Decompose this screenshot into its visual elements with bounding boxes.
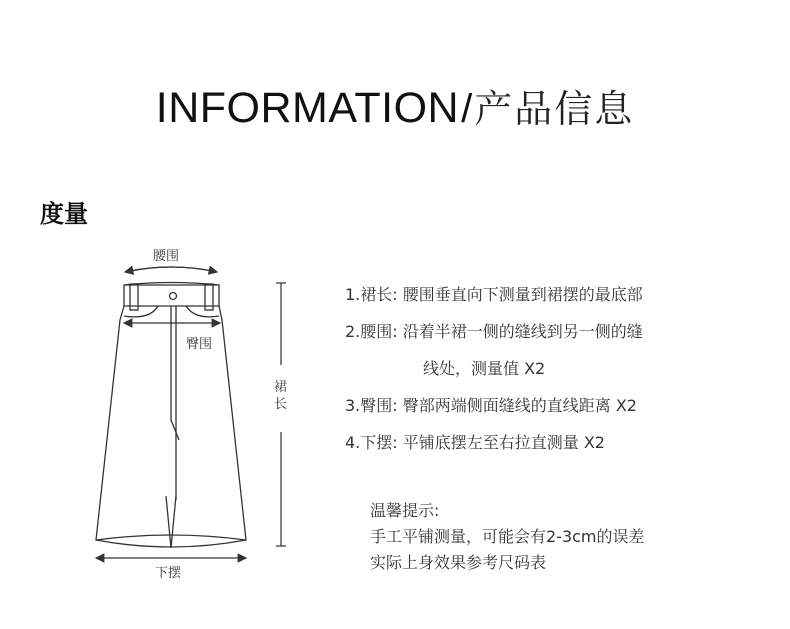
measurement-item-continued: 线处，测量值 X2 bbox=[423, 359, 546, 378]
length-label-bottom: 长 bbox=[274, 397, 288, 412]
tips-line: 手工平铺测量，可能会有2-3cm的误差 bbox=[370, 527, 645, 546]
waist-arrow-back bbox=[125, 267, 217, 272]
title-english: INFORMATION bbox=[155, 84, 460, 132]
tips-line: 实际上身效果参考尺码表 bbox=[370, 553, 547, 572]
measurement-item: 1.裙长: 腰围垂直向下测量到裙摆的最底部 bbox=[345, 285, 643, 304]
tips-title: 温馨提示: bbox=[370, 501, 440, 520]
title-separator: / bbox=[461, 87, 473, 131]
title-chinese: 产品信息 bbox=[474, 87, 635, 131]
skirt-outline bbox=[96, 283, 246, 549]
hip-label: 臀围 bbox=[186, 337, 213, 352]
measurement-item: 2.腰围: 沿着半裙一侧的缝线到另一侧的缝 bbox=[345, 322, 643, 341]
measurement-item: 3.臀围: 臀部两端侧面缝线的直线距离 X2 bbox=[345, 396, 637, 415]
waist-label: 腰围 bbox=[153, 249, 180, 264]
tips-block bbox=[370, 498, 645, 576]
length-label-top: 裙 bbox=[274, 380, 288, 395]
section-title: 度量 bbox=[40, 200, 88, 228]
measurement-item: 4.下摆: 平铺底摆左至右拉直测量 X2 bbox=[345, 433, 605, 452]
hem-label: 下摆 bbox=[155, 566, 182, 581]
measurement-instructions bbox=[345, 282, 643, 467]
